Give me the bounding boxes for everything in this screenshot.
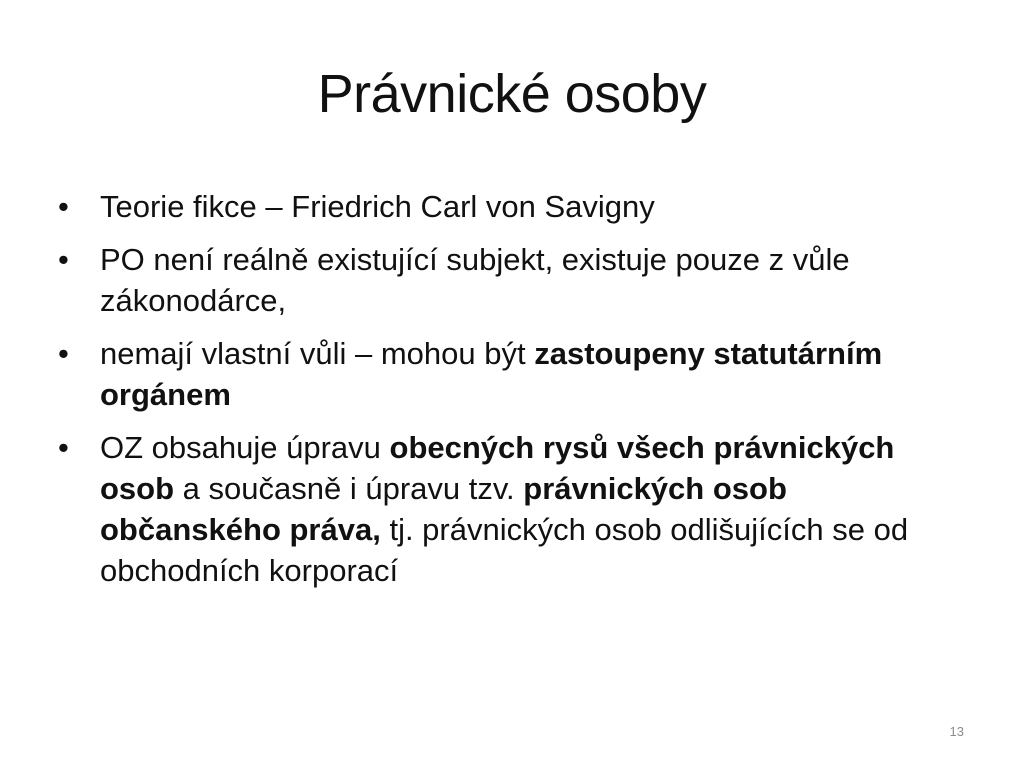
bullet-marker: • [58,430,69,465]
bullet-item [56,186,976,227]
text-segment: nemají vlastní vůli – mohou být [100,336,535,371]
bullet-text [100,430,908,588]
bullet-item [56,239,976,321]
text-segment: a současně i úpravu tzv. [174,471,524,506]
bullet-text [100,336,882,412]
bold-text-segment: právnických osob občanského práva, [100,471,787,547]
bold-text-segment: zastoupeny statutárním orgánem [100,336,883,412]
text-segment: PO není reálně existující subjekt, existuje pouze z vůle zákonodárce, [100,242,850,318]
bullet-text [100,189,655,224]
page-number: 13 [949,724,964,739]
text-segment: tj. právnických osob odlišujících se od obchodních korporací [100,512,909,588]
bullet-text [100,242,850,318]
bullet-item [56,333,976,415]
bullet-marker: • [58,189,69,224]
bold-text-segment: obecných rysů všech právnických osob [100,430,895,506]
text-segment: Teorie fikce – Friedrich Carl von Savigny [100,189,655,224]
bullet-marker: • [58,336,69,371]
bullet-list [56,186,976,603]
slide-title: Právnické osoby [317,64,707,124]
bullet-marker: • [58,242,69,277]
bullet-item [56,427,976,591]
text-segment: OZ obsahuje úpravu [100,430,390,465]
